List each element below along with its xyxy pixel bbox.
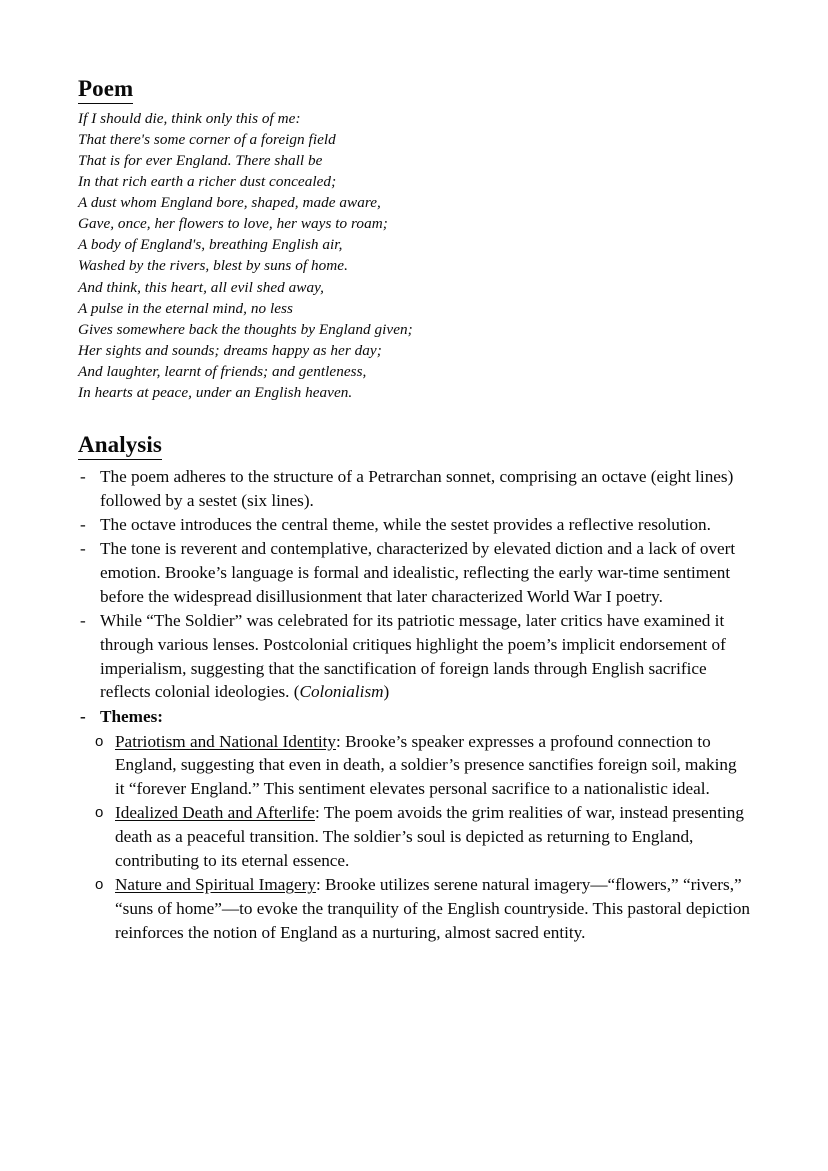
closing-paren: ): [383, 682, 390, 702]
poem-line: A pulse in the eternal mind, no less: [78, 299, 293, 317]
list-item-text: While “The Soldier” was celebrated for its patriotic message, later critics have examined it through various lenses. Postcolonial critiques highlight the poem’s implicit endorsement of imperialism, suggesting that the sanctification of foreign lands through English sacrifice reflects colonial ideologies. (: [100, 611, 726, 702]
poem-line: And think, this heart, all evil shed away,: [78, 278, 324, 296]
poem-heading: Poem: [78, 76, 133, 104]
poem-line: A body of England's, breathing English air,: [78, 236, 343, 254]
poem-line: Washed by the rivers, blest by suns of home.: [78, 257, 348, 275]
list-item: [78, 465, 750, 513]
dash-bullet-icon: -: [80, 466, 86, 486]
list-item: [78, 513, 750, 537]
circle-bullet-icon: o: [95, 876, 104, 894]
poem-heading-wrapper: [78, 76, 750, 104]
list-item: [78, 537, 750, 608]
theme-title: Nature and Spiritual Imagery: [115, 875, 316, 895]
poem-line: Her sights and sounds; dreams happy as her day;: [78, 341, 382, 359]
theme-body: : Brooke’s speaker expresses a profound connection to England, suggesting that even in death, a soldier’s presence sanctifies foreign soil, making it “forever England.” This sentiment elevates personal sacrifice to a nationalistic ideal.: [115, 731, 737, 799]
analysis-heading-wrapper: [78, 432, 750, 460]
poem-line: And laughter, learnt of friends; and gentleness,: [78, 362, 367, 380]
theme-item: [95, 801, 750, 872]
dash-bullet-icon: -: [80, 539, 86, 559]
circle-bullet-icon: o: [95, 804, 104, 822]
themes-sub-list: [78, 730, 750, 945]
dash-bullet-icon: -: [80, 514, 86, 534]
poem-line: Gives somewhere back the thoughts by England given;: [78, 320, 413, 338]
poem-line: If I should die, think only this of me:: [78, 109, 301, 127]
theme-title: Patriotism and National Identity: [115, 731, 337, 751]
theme-body: : The poem avoids the grim realities of war, instead presenting death as a peaceful transition. The soldier’s soul is depicted as returning to England, contributing to its eternal essence.: [115, 803, 744, 871]
theme-body: : Brooke utilizes serene natural imagery—“flowers,” “rivers,” “suns of home”—to evoke the tranquility of the English countryside. This pastoral depiction reinforces the notion of England as a nurturing, almost sacred entity.: [115, 875, 751, 942]
poem-line: In that rich earth a richer dust concealed;: [78, 173, 337, 191]
circle-bullet-icon: o: [95, 732, 104, 750]
poem-body: [78, 108, 750, 403]
poem-line: A dust whom England bore, shaped, made aware,: [78, 194, 381, 212]
theme-item: [95, 730, 750, 801]
analysis-bullet-list: [78, 465, 750, 729]
analysis-heading: Analysis: [78, 432, 162, 460]
theme-item: [95, 873, 750, 944]
poem-line: In hearts at peace, under an English heaven.: [78, 383, 353, 401]
theme-title: Idealized Death and Afterlife: [115, 803, 315, 823]
dash-bullet-icon: -: [80, 707, 86, 727]
poem-line: That there's some corner of a foreign field: [78, 130, 336, 148]
list-item-text: The poem adheres to the structure of a Petrarchan sonnet, comprising an octave (eight lines) followed by a sestet (six lines).: [100, 466, 734, 510]
document-content: [78, 76, 750, 945]
colonialism-term: Colonialism: [299, 682, 384, 702]
poem-line: That is for ever England. There shall be: [78, 151, 323, 169]
list-item-text: The octave introduces the central theme, while the sestet provides a reflective resolution.: [100, 514, 711, 534]
dash-bullet-icon: -: [80, 611, 86, 631]
list-item-criticism: [78, 609, 750, 704]
list-item-text: The tone is reverent and contemplative, characterized by elevated diction and a lack of overt emotion. Brooke’s language is formal and idealistic, reflecting the early war-time sentiment before the widespread disillusionment that later characterized World War I poetry.: [100, 539, 736, 606]
poem-line: Gave, once, her flowers to love, her ways to roam;: [78, 215, 388, 233]
themes-label-item: [78, 705, 750, 729]
themes-label: Themes:: [100, 707, 164, 727]
